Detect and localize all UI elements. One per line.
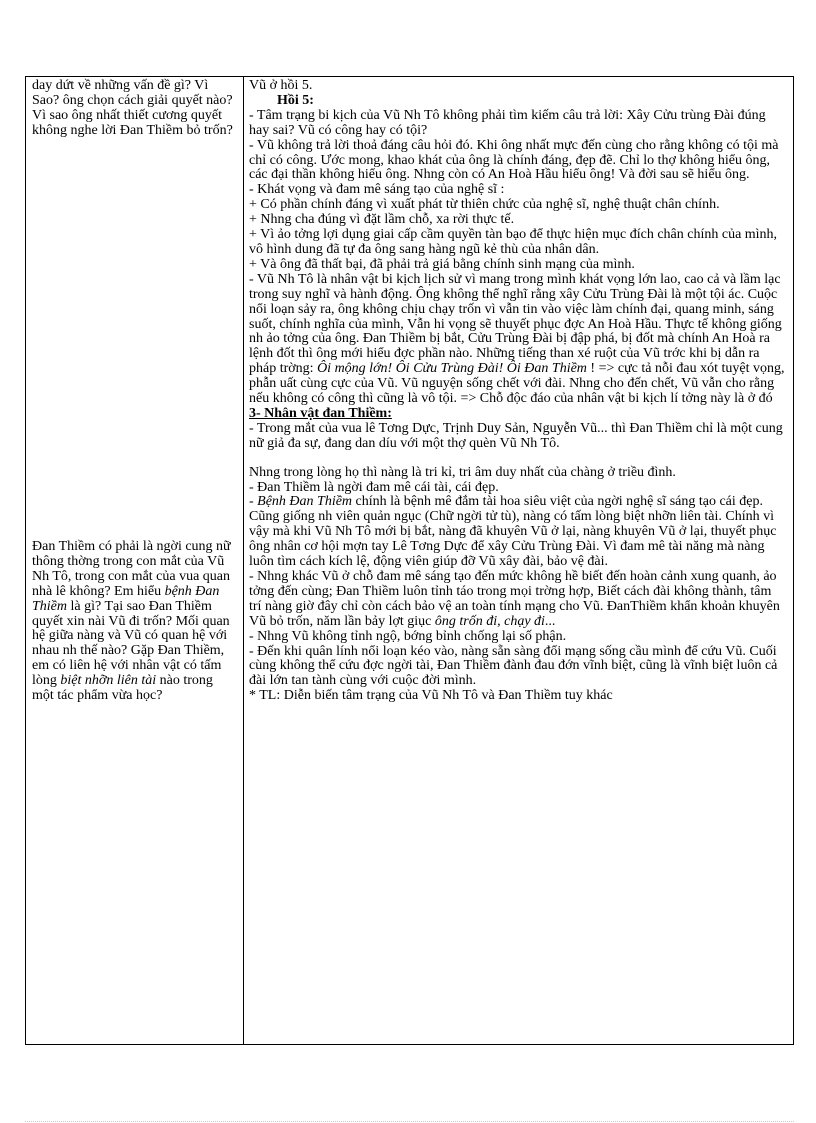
paragraph: - Đan Thiềm là ngời đam mê cái tài, cái đẹp. xyxy=(249,479,499,495)
paragraph: + Nhng cha đúng vì đặt lầm chỗ, xa rời thực tế. xyxy=(249,212,515,228)
paragraph: - Vũ không trả lời thoả đáng câu hỏi đó. Khi ông nhất mực đến cùng cho rằng không có tội mà chỉ có công. Ước mong, khao khát của ông là chính đáng, đẹp đẽ. Chỉ lo thợ không hiểu ông, các đại thần không hiểu ông. Nhng còn có An Hoà Hầu hiểu ông! Và đời sau sẽ hiểu ông. xyxy=(249,137,779,183)
paragraph: + Vì ảo tởng lợi dụng giai cấp cầm quyền tàn bạo để thực hiện mục đích chân chính của mình, vô hình dung đã tự đa ông sang hàng ngũ kẻ thù của nhân dân. xyxy=(249,227,778,257)
answer-column xyxy=(244,77,793,1044)
section-heading-hoi5: Hồi 5: xyxy=(277,92,314,108)
paragraph: - Nhng khác Vũ ở chỗ đam mê sáng tạo đến mức không hề biết đến hoàn cảnh xung quanh, ảo tởng đến cùng; Đan Thiềm luôn tỉnh táo trong mọi trờng hợp, Biết cách đài không thành, tâm trí nàng giờ đây chỉ còn cách bảo vệ an toàn tính mạng cho Vũ. ĐanThiềm khẩn khoản khuyên Vũ bỏ trốn, năm lần bảy lợt giục ông trốn đi, chạy đi... xyxy=(249,569,780,629)
paragraph: - Trong mắt của vua lê Tơng Dực, Trịnh Duy Sản, Nguyễn Vũ... thì Đan Thiềm chỉ là một cung nữ giả đa sự, đang dan díu với một thợ quèn Vũ Nh Tô. xyxy=(249,420,783,451)
paragraph: - Nhng Vũ không tỉnh ngộ, bớng bỉnh chống lại số phận. xyxy=(249,628,567,644)
content-table xyxy=(25,76,794,1045)
spacer xyxy=(249,452,785,466)
paragraph: * TL: Diễn biến tâm trạng của Vũ Nh Tô và Đan Thiềm tuy khác xyxy=(249,688,613,704)
paragraph: - Bệnh Đan Thiềm chính là bệnh mê đắm tài hoa siêu việt của ngời nghệ sĩ sáng tạo cái đẹp. Cũng giống nh viên quản ngục (Chữ ngời tử tù), nàng có tấm lòng biệt nhỡn liên tài. Chính vì vậy mà khi Vũ Nh Tô mới bị bắt, nàng đã khuyên Vũ ở lại, nàng khuyên Vũ ở lại, thuyết phục ông nhân cơ hội mợn tay Lê Tơng Dực để xây Cửu Trùng Đài. Vì đam mê tài năng mà nàng luôn tìm cách kích lệ, động viên giúp đỡ Vũ xây đài, bảo vệ đài. xyxy=(249,494,777,570)
paragraph: + Có phần chính đáng vì xuất phát từ thiên chức của nghệ sĩ, nghệ thuật chân chính. xyxy=(249,197,720,213)
question-1: day dứt về những vấn đề gì? Vì Sao? ông chọn cách giải quyết nào? Vì sao ông nhất thiết cương quyết không nghe lời Đan Thiềm bỏ trốn? xyxy=(32,78,233,138)
question-2: Đan Thiềm có phải là ngời cung nữ thông thờng trong con mắt của Vũ Nh Tô, trong con mắt của vua quan nhà lê không? Em hiểu bệnh Đan Thiềm là gì? Tại sao Đan Thiềm quyết xin nài Vũ đi trốn? Mối quan hệ giữa nàng và Vũ có quan hệ với nhau nh thế nào? Gặp Đan Thiềm, em có liên hệ với nhân vật có tấm lòng biệt nhỡn liên tài nào trong một tác phẩm vừa học? xyxy=(32,539,231,704)
answer-line-intro: Vũ ở hồi 5. xyxy=(249,78,313,93)
paragraph: Nhng trong lòng họ thì nàng là tri kỉ, tri âm duy nhất của chàng ở triều đình. xyxy=(249,464,676,480)
paragraph: - Tâm trạng bi kịch của Vũ Nh Tô không phải tìm kiếm câu trả lời: Xây Cửu trùng Đài đúng hay sai? Vũ có công hay có tội? xyxy=(249,107,766,138)
section-heading-dan-thiem: 3- Nhân vật đan Thiềm: xyxy=(249,405,392,421)
question-column xyxy=(26,77,244,1044)
paragraph: - Khát vọng và đam mê sáng tạo của nghệ sĩ : xyxy=(249,182,505,198)
paragraph: - Đến khi quân lính nổi loạn kéo vào, nàng sẵn sàng đổi mạng sống cầu mình để cứu Vũ. Cuối cùng không thể cứu đợc ngời tài, Đan Thiềm đành đau đớn vĩnh biệt, cũng là vĩnh biệt luôn cả đài lớn tan tành cùng với cuộc đời mình. xyxy=(249,643,778,689)
page-bottom-divider xyxy=(25,1121,794,1122)
paragraph: + Và ông đã thất bại, đã phải trả giá bằng chính sinh mạng của mình. xyxy=(249,256,635,272)
paragraph: - Vũ Nh Tô là nhân vật bi kịch lịch sử vì mang trong mình khát vọng lớn lao, cao cả và lầm lạc trong suy nghĩ và hành động. Ông không thể nghĩ rằng xây Cửu Trùng Đài là một tội ác. Cuộc nổi loạn sảy ra, ông không chịu chạy trốn vì vẫn tin vào việc làm chính đại, quang minh, sáng suốt, chính nghĩa của mình, Vẫn hi vọng sẽ thuyết phục đợc An Hoà Hầu. Thực tế không giống nh ảo tởng của ông. Đan Thiềm bị bắt, Cửu Trùng Đài bị đập phá, bị đốt mà chính An Hoà ra lệnh đốt thì ông mới hiểu đợc phần nào. Những tiếng than xé ruột của Vũ trớc khi bị dẫn ra pháp trờng: Ôi mộng lớn! Ôi Cửu Trùng Đài! Ôi Đan Thiềm ! => cực tả nỗi đau xót tuyệt vọng, phẫn uất cùng cực của Vũ. Vũ nguyện sống chết với đài. Nhng cho đến chết, Vũ vẫn cho rằng nếu không có công thì cũng là vô tội. => Chỗ độc đáo của nhân vật bi kịch lí tởng này là ở đó xyxy=(249,271,785,407)
answer-text xyxy=(249,79,785,704)
